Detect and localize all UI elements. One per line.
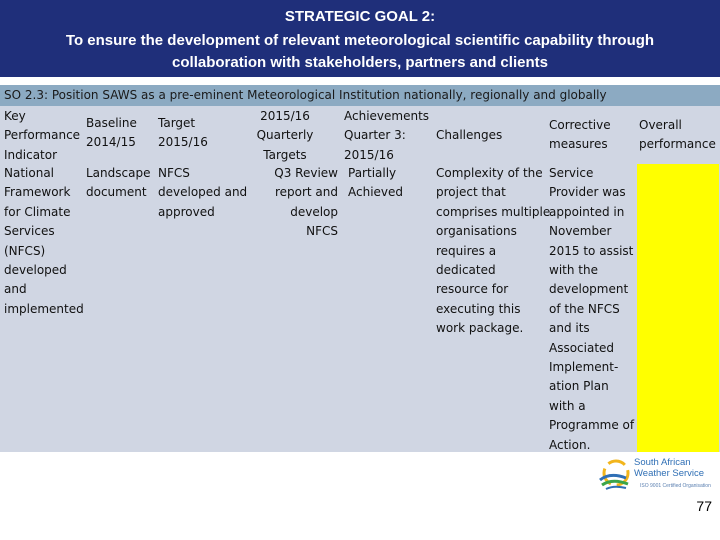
- table-bottom-divider: [0, 452, 720, 453]
- logo-subtext: ISO 9001 Certified Organisation: [640, 483, 711, 489]
- header-quarterly-targets: 2015/16 Quarterly Targets: [256, 109, 314, 162]
- overall-performance-indicator: [637, 164, 719, 452]
- cell-kpi: National Framework for Climate Services (NFCS) developed and implemented: [4, 166, 84, 316]
- strategic-objective-text: SO 2.3: Position SAWS as a pre-eminent Meteorological Institution nationally, regionally and globally: [4, 88, 607, 102]
- title-banner: [0, 0, 720, 80]
- header-baseline: Baseline 2014/15: [86, 116, 137, 150]
- header-target: Target 2015/16: [158, 116, 208, 150]
- saws-logo: [596, 456, 714, 498]
- saws-logo-icon: [596, 458, 632, 492]
- goal-description-line1: To ensure the development of relevant meteorological scientific capability through: [65, 32, 655, 49]
- cell-corrective-measures: Service Provider was appointed in November 2015 to assist with the development of the NFCS and its Associated Implement- ation Plan with a Programme of Action.: [549, 166, 635, 452]
- logo-text-line2: Weather Service: [634, 468, 705, 479]
- header-challenges: Challenges: [436, 128, 503, 142]
- strategic-objective-row: [0, 84, 720, 106]
- cell-baseline: Landscape document: [86, 166, 151, 200]
- header-overall-performance: Overall performance: [639, 118, 716, 152]
- strategic-goal-heading: STRATEGIC GOAL 2:: [284, 8, 436, 25]
- header-achievements: Achievements Quarter 3: 2015/16: [344, 109, 430, 162]
- cell-quarterly-targets: Q3 Review report and develop NFCS: [274, 166, 338, 239]
- logo-text-line1: South African: [634, 457, 691, 468]
- cell-target: NFCS developed and approved: [158, 166, 248, 219]
- header-corrective-measures: Corrective measures: [549, 118, 611, 152]
- cell-challenges: Complexity of the project that comprises multiple organisations requires a dedicated resource for executing this work package.: [436, 166, 551, 336]
- page-number: 77: [696, 498, 712, 514]
- cell-achievements: Partially Achieved: [348, 166, 404, 200]
- goal-description-line2: collaboration with stakeholders, partners and clients: [172, 54, 548, 71]
- header-kpi: Key Performance Indicator: [4, 109, 81, 162]
